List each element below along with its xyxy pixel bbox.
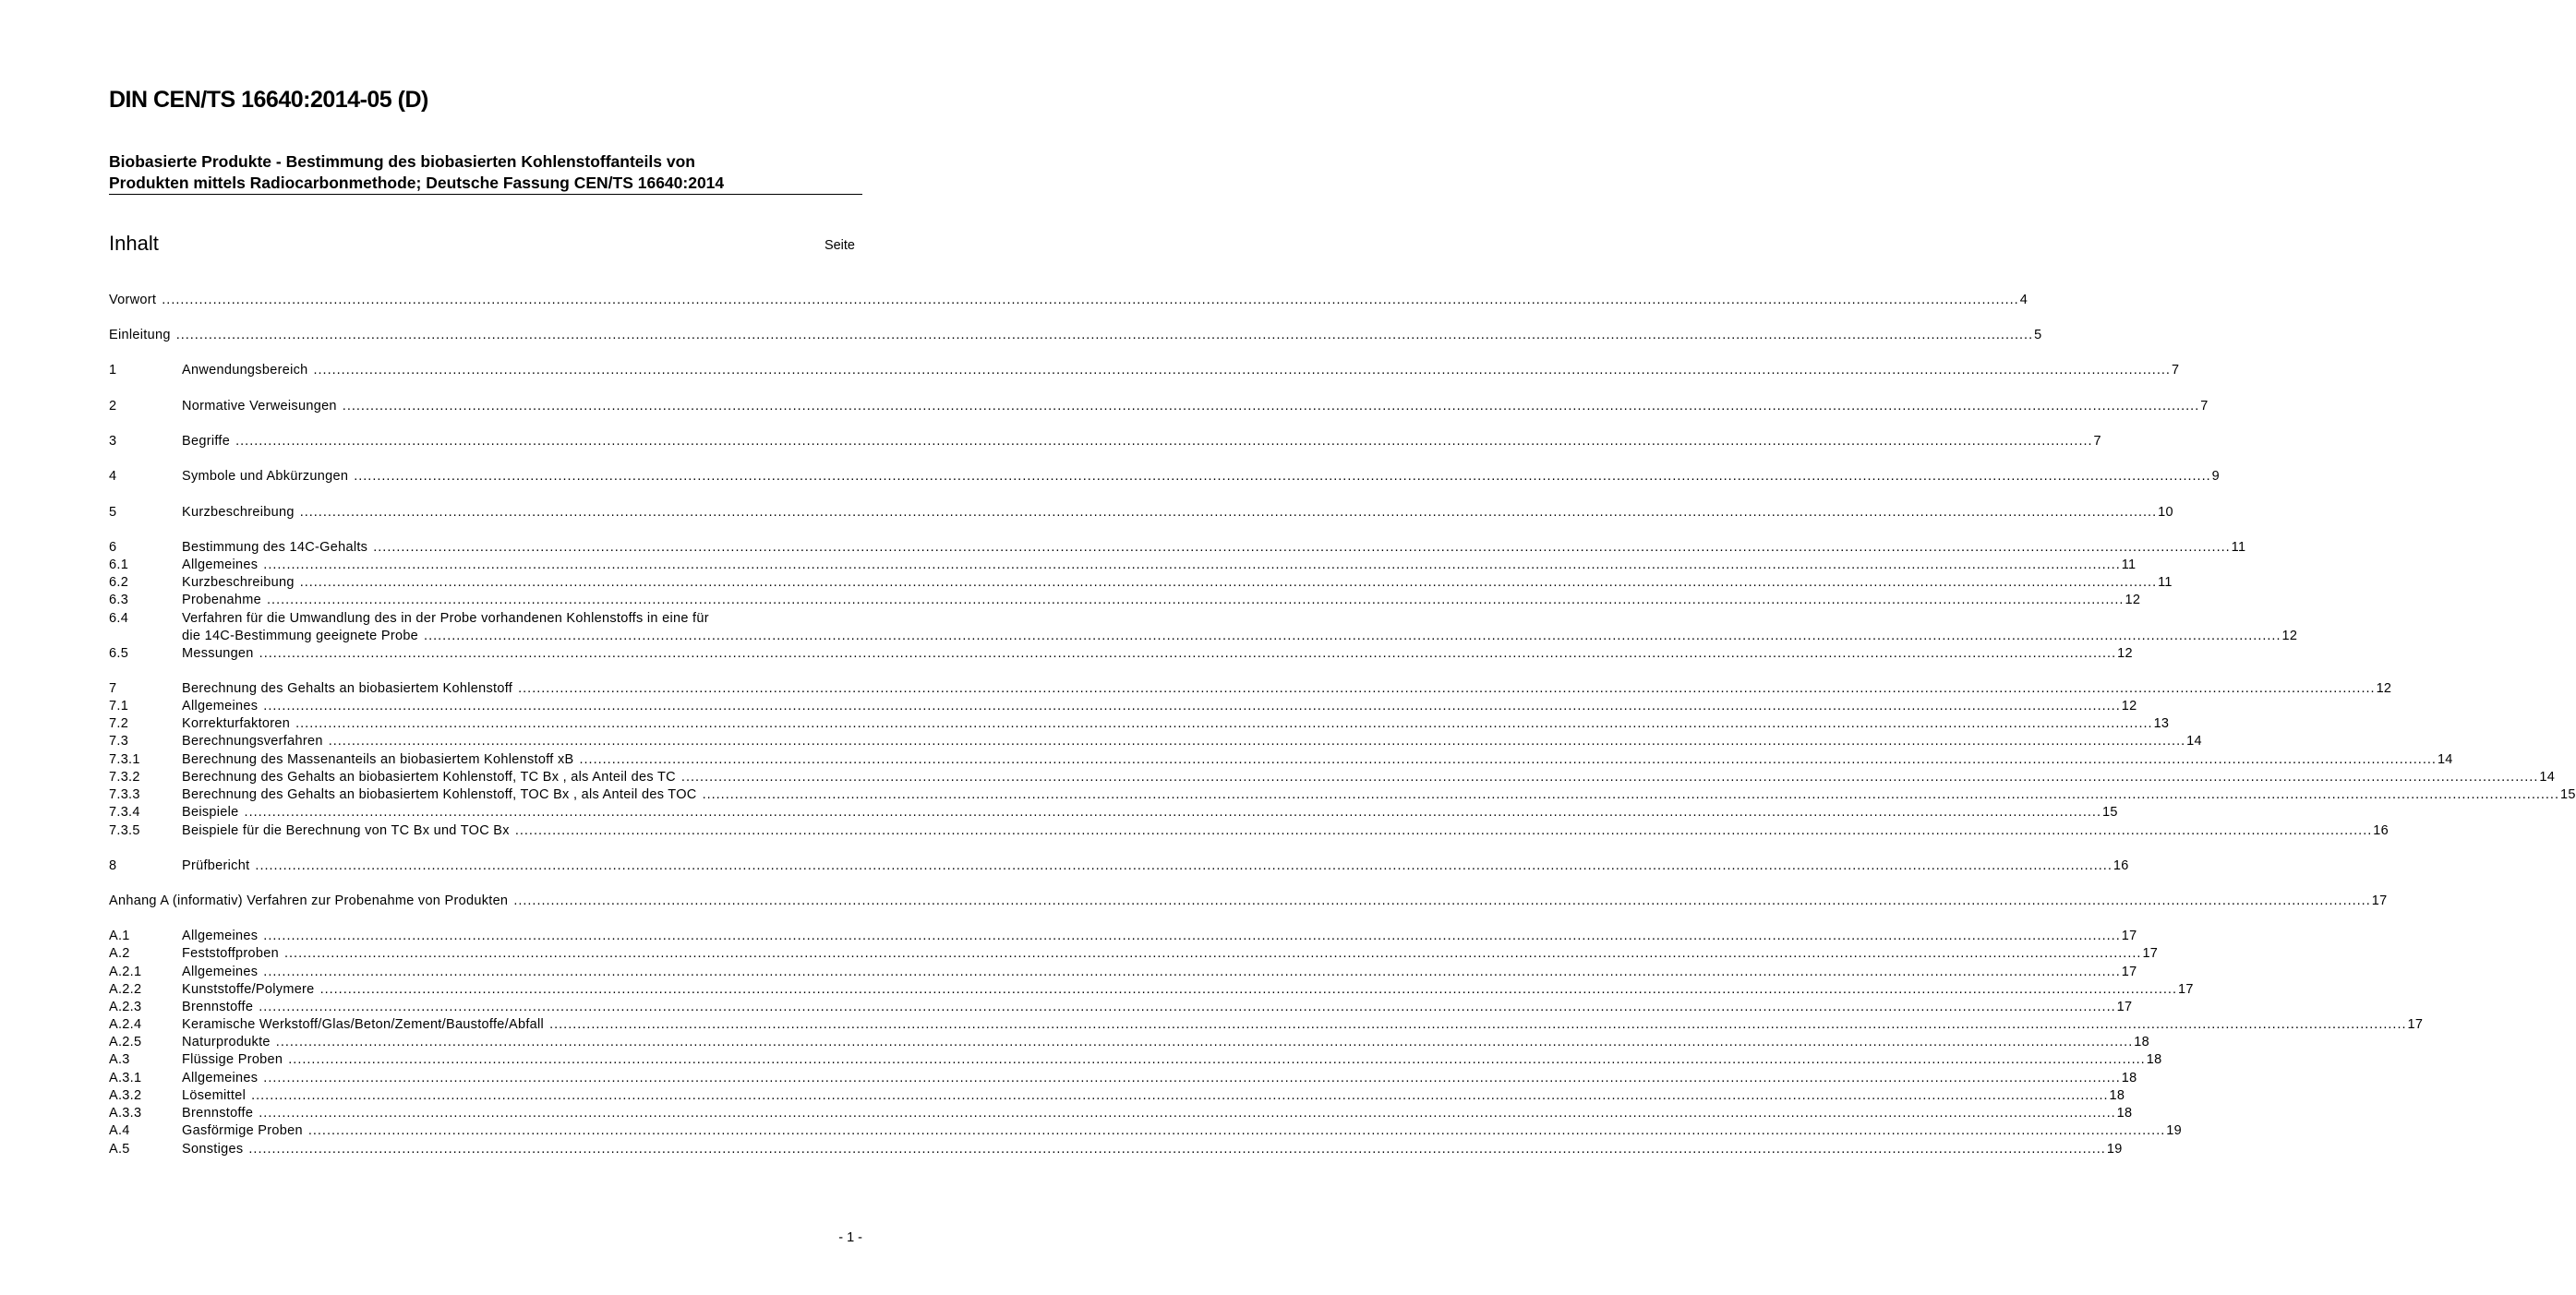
toc-entry-title: die 14C-Bestimmung geeignete Probe [182,629,419,643]
toc-leader-dots: ................................................................................................................................................................................................................................................................................................................................................................................................................ [373,540,2231,555]
toc-entry-number: A.5 [109,1142,130,1157]
toc-entry[interactable] [109,751,2453,769]
toc-entry-page: 19 [2106,1142,2123,1157]
toc-leader-dots: ................................................................................................................................................................................................................................................................................................................................................................................................................ [702,787,2559,802]
toc-entry-title: Berechnung des Gehalts an biobasiertem Kohlenstoff, TC Bx , als Anteil des TC [182,770,676,785]
toc-entry-number: 6.5 [109,646,129,661]
toc-entry[interactable] [109,468,2221,486]
toc-entry-title: Feststoffproben [182,946,279,961]
toc-entry-number: A.4 [109,1123,130,1138]
toc-entry-page: 7 [2200,399,2209,414]
toc-entry-number: 7.3.1 [109,752,140,767]
toc-entry-page: 17 [2142,946,2159,961]
toc-leader-dots: ................................................................................................................................................................................................................................................................................................................................................................................................................ [162,293,2019,307]
toc-leader-dots: ................................................................................................................................................................................................................................................................................................................................................................................................................ [518,681,2376,696]
toc-entry-number: 7.3.2 [109,770,140,785]
toc-entry-continuation[interactable] [109,628,2298,645]
toc-entry-title: Kurzbeschreibung [182,505,295,520]
toc-entry[interactable] [109,715,2170,733]
toc-entry-page: 18 [2109,1088,2125,1103]
toc-entry-page: 18 [2116,1106,2133,1121]
toc-entry-title: Probenahme [182,593,262,607]
toc-leader-dots: ................................................................................................................................................................................................................................................................................................................................................................................................................ [513,893,2371,908]
toc-entry-number: 7.2 [109,716,129,731]
toc-entry-title: Vorwort [109,293,157,307]
toc-entry-title: Anhang A (informativ) Verfahren zur Probenahme von Produkten [109,893,509,908]
toc-entry-page: 19 [2166,1123,2182,1138]
toc-entry-number: 7.3.3 [109,787,140,802]
toc-entry-page: 15 [2101,805,2118,820]
toc-entry-page: 12 [2125,593,2141,607]
toc-entry-page: 10 [2158,505,2173,520]
toc-entry-number: 8 [109,858,117,873]
toc-leader-dots: ................................................................................................................................................................................................................................................................................................................................................................................................................ [175,328,2034,342]
toc-leader-dots: ................................................................................................................................................................................................................................................................................................................................................................................................................ [284,946,2142,961]
toc-entry[interactable] [109,557,2137,574]
toc-entry-number: A.3.3 [109,1106,142,1121]
toc-entry-title: Berechnung des Gehalts an biobasiertem Kohlenstoff [182,681,513,696]
toc-entry[interactable] [109,1141,2123,1158]
toc-entry[interactable] [109,1087,2125,1105]
toc-entry-title: Korrekturfaktoren [182,716,291,731]
toc-entry-page: 18 [2134,1035,2149,1049]
toc-entry-number: A.2.2 [109,982,142,997]
toc-entry-page: 12 [2376,681,2392,696]
toc-entry[interactable] [109,504,2173,522]
toc-entry-number: A.3 [109,1052,130,1067]
toc-entry-page: 17 [2121,965,2137,979]
document-subtitle-line-2: Produkten mittels Radiocarbonmethode; Deutsche Fassung CEN/TS 16640:2014 [109,174,725,192]
toc-entry-page: 14 [2186,734,2202,749]
toc-entry-page: 17 [2121,929,2137,943]
toc-entry-title: Prüfbericht [182,858,250,873]
toc-entry-title: Brennstoffe [182,1000,254,1014]
toc-entry[interactable] [109,574,2173,592]
toc-entry-title: Gasförmige Proben [182,1123,303,1138]
toc-entry-title: Bestimmung des 14C-Gehalts [182,540,368,555]
toc-entry-page: 5 [2034,328,2042,342]
toc-leader-dots: ................................................................................................................................................................................................................................................................................................................................................................................................................ [579,752,2437,767]
toc-leader-dots: ................................................................................................................................................................................................................................................................................................................................................................................................................ [275,1035,2134,1049]
toc-entry[interactable] [109,822,2389,840]
toc-leader-dots: ................................................................................................................................................................................................................................................................................................................................................................................................................ [307,1123,2166,1138]
toc-leader-dots: ................................................................................................................................................................................................................................................................................................................................................................................................................ [255,858,2113,873]
toc-page-column-label: Seite [824,238,855,253]
toc-entry-page: 11 [2231,540,2246,555]
toc-entry-number: 7.3.4 [109,805,140,820]
toc-entry-page: 13 [2153,716,2170,731]
toc-leader-dots: ................................................................................................................................................................................................................................................................................................................................................................................................................ [259,1106,2116,1121]
toc-entry-page: 17 [2116,1000,2133,1014]
toc-entry[interactable] [109,398,2209,415]
toc-entry-number: A.1 [109,929,130,943]
toc-entry-title: Berechnung des Gehalts an biobasiertem Kohlenstoff, TOC Bx , als Anteil des TOC [182,787,697,802]
toc-entry[interactable] [109,362,2180,379]
toc-entry-page: 15 [2560,787,2576,802]
toc-leader-dots: ................................................................................................................................................................................................................................................................................................................................................................................................................ [251,1088,2109,1103]
toc-leader-dots: ................................................................................................................................................................................................................................................................................................................................................................................................................ [549,1017,2407,1032]
toc-entry-number: 5 [109,505,117,520]
toc-entry-title: Normative Verweisungen [182,399,337,414]
toc-entry-number: 2 [109,399,117,414]
toc-entry-title: Naturprodukte [182,1035,271,1049]
toc-entry-number: 7.3.5 [109,823,140,838]
toc-entry-title: Verfahren für die Umwandlung des in der Probe vorhandenen Kohlenstoffs in eine für [182,611,709,626]
toc-entry[interactable] [109,645,2133,663]
toc-entry[interactable] [109,893,2388,910]
toc-entry[interactable] [109,327,2042,344]
toc-entry[interactable] [109,1016,2424,1034]
toc-heading: Inhalt [109,232,159,255]
toc-entry-title: Allgemeines [182,929,259,943]
toc-entry-title: Anwendungsbereich [182,363,308,378]
toc-leader-dots: ................................................................................................................................................................................................................................................................................................................................................................................................................ [299,505,2158,520]
toc-entry[interactable] [109,610,851,628]
toc-entry[interactable] [109,928,2137,945]
toc-leader-dots: ................................................................................................................................................................................................................................................................................................................................................................................................................ [680,770,2539,785]
toc-entry-title: Beispiele [182,805,239,820]
toc-leader-dots: ................................................................................................................................................................................................................................................................................................................................................................................................................ [267,593,2125,607]
toc-entry-title: Allgemeines [182,965,259,979]
toc-entry-title: Berechnung des Massenanteils an biobasiertem Kohlenstoff xB [182,752,574,767]
toc-entry[interactable] [109,981,2194,999]
toc-entry-page: 17 [2371,893,2388,908]
toc-leader-dots: ................................................................................................................................................................................................................................................................................................................................................................................................................ [313,363,2171,378]
toc-entry-number: 6.4 [109,611,129,626]
toc-entry-page: 12 [2121,699,2137,713]
toc-entry[interactable] [109,733,2202,750]
toc-entry[interactable] [109,1122,2182,1140]
toc-entry[interactable] [109,1034,2149,1051]
toc-leader-dots: ................................................................................................................................................................................................................................................................................................................................................................................................................ [288,1052,2146,1067]
toc-leader-dots: ................................................................................................................................................................................................................................................................................................................................................................................................................ [263,1071,2121,1085]
toc-entry[interactable] [109,680,2392,698]
toc-entry[interactable] [109,804,2118,821]
toc-entry-title: Sonstiges [182,1142,244,1157]
toc-entry-title: Allgemeines [182,699,259,713]
toc-entry-number: 6.3 [109,593,129,607]
toc-entry-number: A.2.5 [109,1035,142,1049]
toc-entry-number: 1 [109,363,117,378]
toc-entry-number: A.3.1 [109,1071,142,1085]
toc-entry-number: A.2.1 [109,965,142,979]
toc-entry-number: 4 [109,469,117,484]
toc-entry-title: Keramische Werkstoff/Glas/Beton/Zement/Baustoffe/Abfall [182,1017,545,1032]
toc-entry-title: Berechnungsverfahren [182,734,323,749]
toc-entry-title: Lösemittel [182,1088,247,1103]
page-number: - 1 - [838,1230,862,1245]
toc-leader-dots: ................................................................................................................................................................................................................................................................................................................................................................................................................ [319,982,2177,997]
toc-leader-dots: ................................................................................................................................................................................................................................................................................................................................................................................................................ [235,434,2093,449]
toc-entry-title: Allgemeines [182,558,259,572]
toc-entry-page: 17 [2407,1017,2424,1032]
toc-entry-page: 9 [2211,469,2221,484]
toc-entry-number: A.2.4 [109,1017,142,1032]
toc-entry-number: A.2.3 [109,1000,142,1014]
document-subtitle-line-1: Biobasierte Produkte - Bestimmung des biobasierten Kohlenstoffanteils von [109,152,695,171]
toc-entry-page: 7 [2171,363,2180,378]
toc-entry[interactable] [109,964,2137,981]
toc-leader-dots: ................................................................................................................................................................................................................................................................................................................................................................................................................ [263,929,2121,943]
toc-entry-title: Allgemeines [182,1071,259,1085]
toc-leader-dots: ................................................................................................................................................................................................................................................................................................................................................................................................................ [248,1142,2106,1157]
toc-entry-page: 17 [2178,982,2194,997]
toc-leader-dots: ................................................................................................................................................................................................................................................................................................................................................................................................................ [424,629,2281,643]
toc-entry-number: A.2 [109,946,130,961]
toc-entry[interactable] [109,433,2101,450]
toc-entry-number: 6 [109,540,117,555]
toc-entry[interactable] [109,698,2137,715]
toc-leader-dots: ................................................................................................................................................................................................................................................................................................................................................................................................................ [299,575,2158,590]
toc-entry[interactable] [109,539,2246,557]
toc-entry-page: 18 [2146,1052,2162,1067]
toc-leader-dots: ................................................................................................................................................................................................................................................................................................................................................................................................................ [263,965,2121,979]
toc-entry-title: Messungen [182,646,254,661]
title-divider [109,194,862,195]
toc-entry-number: 7.3 [109,734,129,749]
toc-entry-number: 6.1 [109,558,129,572]
document-subtitle [109,151,848,194]
toc-entry[interactable] [109,1070,2137,1087]
toc-entry-title: Brennstoffe [182,1106,254,1121]
toc-entry-title: Begriffe [182,434,231,449]
toc-leader-dots: ................................................................................................................................................................................................................................................................................................................................................................................................................ [328,734,2186,749]
toc-entry-page: 12 [2117,646,2133,661]
toc-leader-dots: ................................................................................................................................................................................................................................................................................................................................................................................................................ [295,716,2153,731]
toc-leader-dots: ................................................................................................................................................................................................................................................................................................................................................................................................................ [244,805,2101,820]
toc-entry[interactable] [109,857,2129,875]
toc-entry-title: Symbole und Abkürzungen [182,469,349,484]
toc-entry-number: 6.2 [109,575,129,590]
toc-entry-page: 12 [2281,629,2298,643]
toc-entry[interactable] [109,786,2576,804]
toc-entry[interactable] [109,592,2141,609]
toc-entry[interactable] [109,769,2556,786]
toc-entry-page: 16 [2373,823,2389,838]
toc-entry-page: 7 [2093,434,2101,449]
toc-entry-page: 14 [2437,752,2453,767]
toc-entry-title: Einleitung [109,328,171,342]
toc-leader-dots: ................................................................................................................................................................................................................................................................................................................................................................................................................ [259,1000,2116,1014]
toc-leader-dots: ................................................................................................................................................................................................................................................................................................................................................................................................................ [263,558,2121,572]
toc-entry[interactable] [109,1105,2133,1122]
document-number: DIN CEN/TS 16640:2014-05 (D) [109,87,428,113]
toc-entry-number: 3 [109,434,117,449]
toc-entry-number: 7.1 [109,699,129,713]
toc-entry-number: A.3.2 [109,1088,142,1103]
toc-entry-title: Kurzbeschreibung [182,575,295,590]
toc-entry-page: 14 [2539,770,2556,785]
toc-leader-dots: ................................................................................................................................................................................................................................................................................................................................................................................................................ [263,699,2121,713]
toc-entry-page: 11 [2121,558,2137,572]
toc-entry[interactable] [109,999,2133,1016]
toc-entry-page: 11 [2158,575,2173,590]
toc-entry-title: Beispiele für die Berechnung von TC Bx und TOC Bx [182,823,510,838]
toc-entry-page: 16 [2113,858,2129,873]
toc-leader-dots: ................................................................................................................................................................................................................................................................................................................................................................................................................ [259,646,2117,661]
toc-entry[interactable] [109,945,2159,963]
toc-entry-number: 7 [109,681,117,696]
toc-entry-page: 18 [2121,1071,2137,1085]
toc-entry-title: Flüssige Proben [182,1052,283,1067]
toc-entry-title: Kunststoffe/Polymere [182,982,315,997]
toc-entry[interactable] [109,1051,2162,1069]
toc-entry[interactable] [109,292,2028,309]
toc-entry-page: 4 [2019,293,2028,307]
toc-leader-dots: ................................................................................................................................................................................................................................................................................................................................................................................................................ [354,469,2211,484]
toc-leader-dots: ................................................................................................................................................................................................................................................................................................................................................................................................................ [514,823,2373,838]
toc-leader-dots: ................................................................................................................................................................................................................................................................................................................................................................................................................ [342,399,2200,414]
